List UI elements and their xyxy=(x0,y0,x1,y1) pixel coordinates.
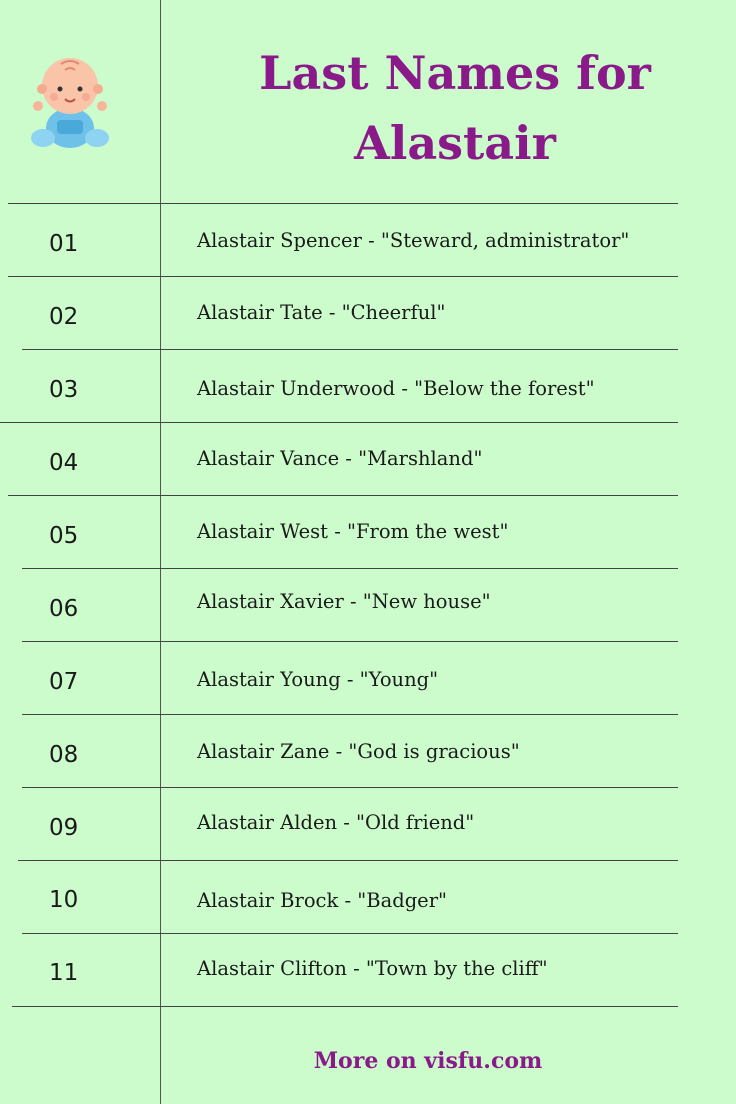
item-text: Alastair Alden - "Old friend" xyxy=(197,811,475,834)
list-item xyxy=(0,495,736,568)
list-item xyxy=(0,714,736,787)
item-number: 09 xyxy=(49,815,79,841)
baby-icon xyxy=(27,56,113,152)
page-title: Last Names for Alastair xyxy=(259,46,651,170)
item-number: 03 xyxy=(49,377,79,403)
item-number: 04 xyxy=(49,450,79,476)
item-text: Alastair Underwood - "Below the forest" xyxy=(197,377,595,400)
item-text: Alastair Tate - "Cheerful" xyxy=(197,301,446,324)
item-text: Alastair Clifton - "Town by the cliff" xyxy=(197,957,548,980)
item-number: 10 xyxy=(49,887,79,913)
item-text: Alastair Spencer - "Steward, administrator" xyxy=(197,229,630,252)
row-divider xyxy=(12,1006,678,1007)
list-item xyxy=(0,860,736,933)
item-text: Alastair West - "From the west" xyxy=(197,520,509,543)
list-item xyxy=(0,568,736,641)
list-item xyxy=(0,787,736,860)
item-text: Alastair Xavier - "New house" xyxy=(197,590,491,613)
item-text: Alastair Zane - "God is gracious" xyxy=(197,740,520,763)
item-number: 02 xyxy=(49,304,79,330)
list-item xyxy=(0,276,736,349)
list-item xyxy=(0,641,736,714)
item-text: Alastair Brock - "Badger" xyxy=(197,889,448,912)
list-item xyxy=(0,203,736,276)
list-item xyxy=(0,349,736,422)
list-item xyxy=(0,422,736,495)
list-item xyxy=(0,933,736,1006)
item-text: Alastair Young - "Young" xyxy=(197,668,439,691)
footer-link[interactable]: More on visfu.com xyxy=(313,1048,543,1074)
item-text: Alastair Vance - "Marshland" xyxy=(197,447,483,470)
item-number: 05 xyxy=(49,523,79,549)
item-number: 06 xyxy=(49,596,79,622)
item-number: 01 xyxy=(49,231,79,257)
item-number: 11 xyxy=(49,960,79,986)
item-number: 07 xyxy=(49,669,79,695)
item-number: 08 xyxy=(49,742,79,768)
